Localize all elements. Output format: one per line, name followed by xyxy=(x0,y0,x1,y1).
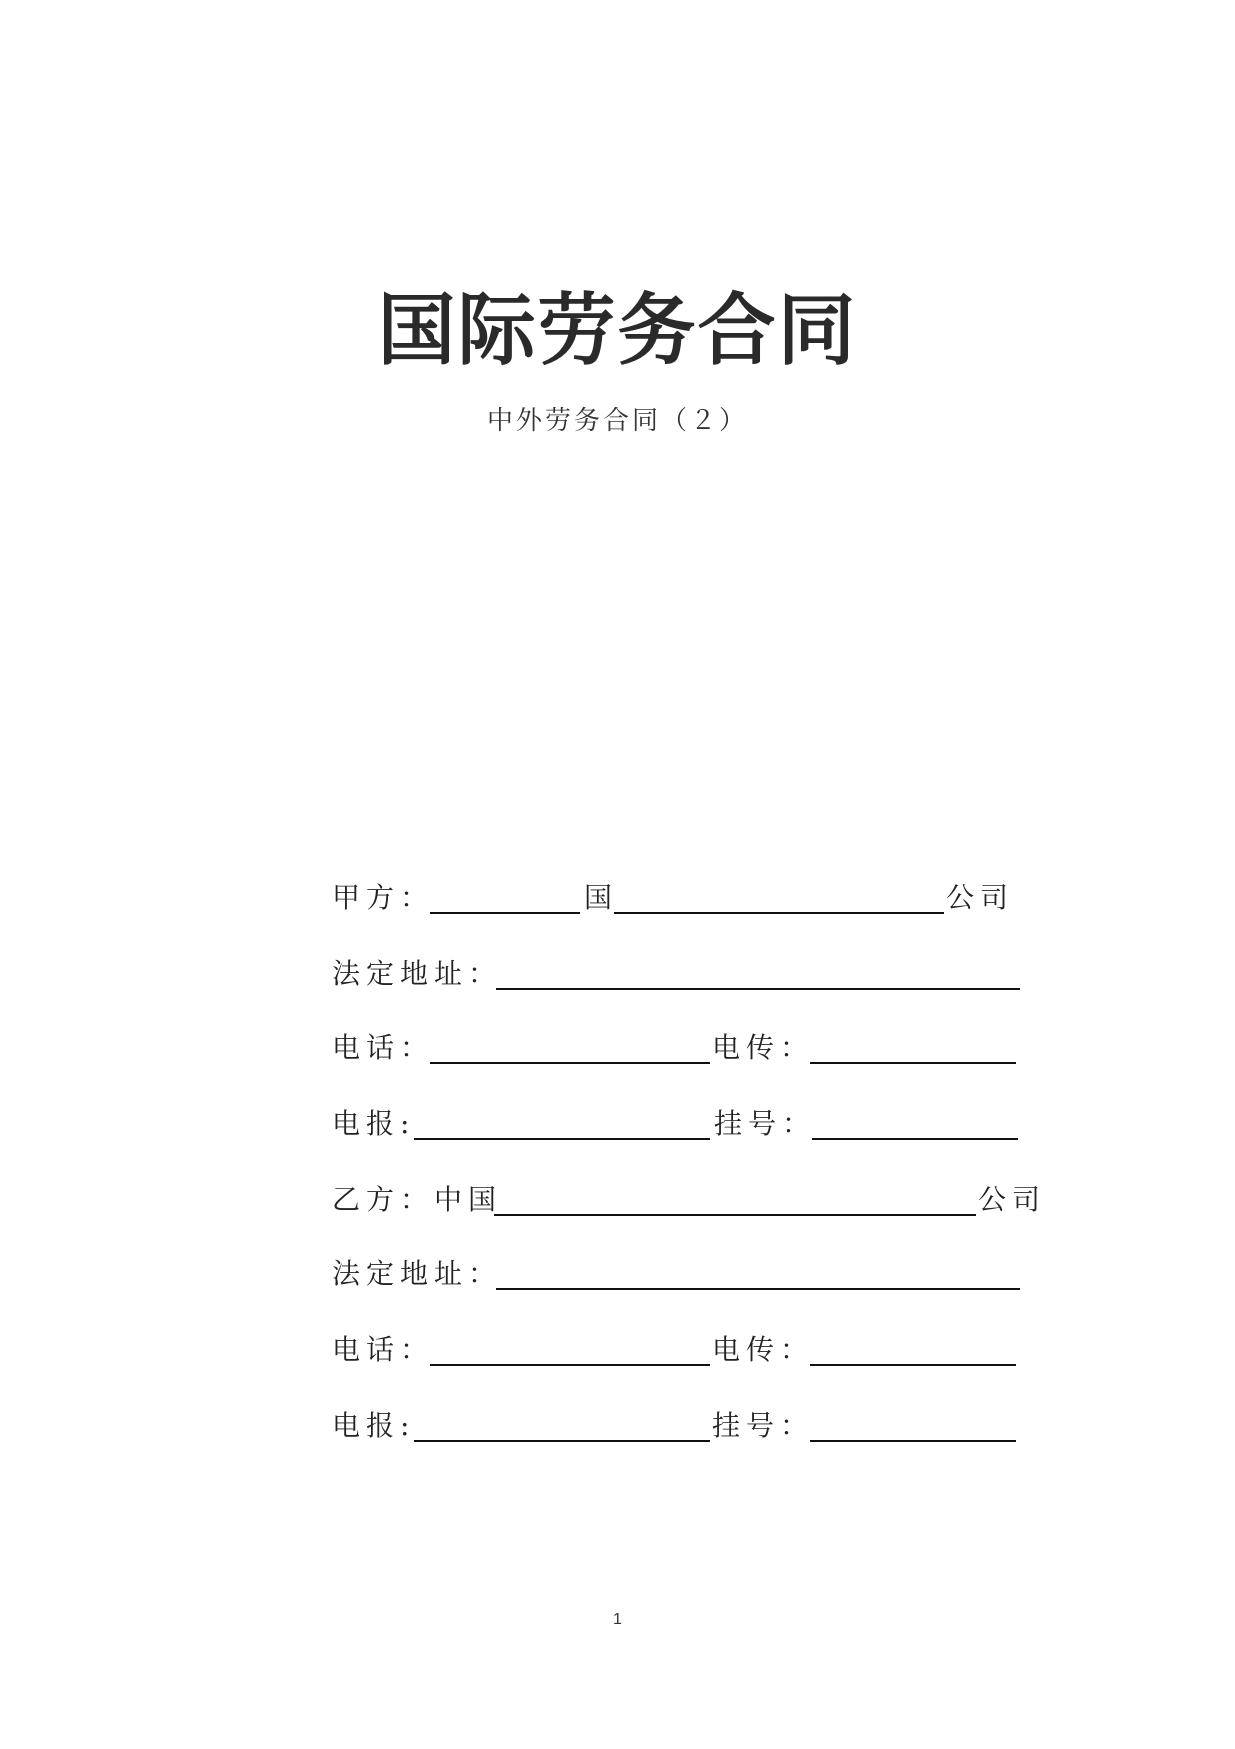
party-b-address-row xyxy=(332,1254,1052,1294)
party-a-cable-field[interactable] xyxy=(812,1138,1018,1140)
document-subtitle: 中外劳务合同（２） xyxy=(486,406,748,436)
party-b-address-label: 法定地址： xyxy=(332,1257,503,1290)
party-a-address-row xyxy=(332,954,1052,994)
party-b-phone-label: 电话： xyxy=(332,1333,435,1366)
party-a-fax-label: 电传： xyxy=(712,1031,815,1064)
party-a-phone-field[interactable] xyxy=(430,1062,710,1064)
party-b-company-field[interactable] xyxy=(494,1214,976,1216)
party-b-phone-row xyxy=(332,1330,1052,1370)
party-b-company-suffix: 公司 xyxy=(978,1183,1047,1216)
page-number: 1 xyxy=(613,1611,622,1628)
party-b-telegram-row xyxy=(332,1406,1052,1446)
party-a-telegram-row xyxy=(332,1104,1052,1144)
party-b-telegram-field[interactable] xyxy=(414,1440,710,1442)
party-a-cable-label: 挂号： xyxy=(714,1107,817,1140)
party-a-company-suffix: 公司 xyxy=(946,881,1015,914)
party-b-fax-field[interactable] xyxy=(810,1364,1016,1366)
party-a-row xyxy=(332,878,1052,918)
party-b-cable-label: 挂号： xyxy=(712,1409,815,1442)
party-a-address-label: 法定地址： xyxy=(332,957,503,990)
party-b-label: 乙方：中国 xyxy=(332,1183,503,1216)
party-a-label: 甲方： xyxy=(332,881,435,914)
party-b-phone-field[interactable] xyxy=(430,1364,710,1366)
party-a-country-field[interactable] xyxy=(430,912,580,914)
party-a-fax-field[interactable] xyxy=(810,1062,1016,1064)
party-a-telegram-label: 电报: xyxy=(332,1107,416,1140)
party-a-address-field[interactable] xyxy=(496,988,1020,990)
party-a-phone-label: 电话： xyxy=(332,1031,435,1064)
party-a-company-field[interactable] xyxy=(614,912,944,914)
party-a-country-suffix: 国 xyxy=(584,881,619,914)
party-b-row xyxy=(332,1180,1052,1220)
party-b-fax-label: 电传： xyxy=(712,1333,815,1366)
party-b-cable-field[interactable] xyxy=(810,1440,1016,1442)
party-b-address-field[interactable] xyxy=(496,1288,1020,1290)
document-title: 国际劳务合同 xyxy=(377,285,858,376)
party-a-phone-row xyxy=(332,1028,1052,1068)
party-a-telegram-field[interactable] xyxy=(414,1138,710,1140)
party-b-telegram-label: 电报: xyxy=(332,1409,416,1442)
